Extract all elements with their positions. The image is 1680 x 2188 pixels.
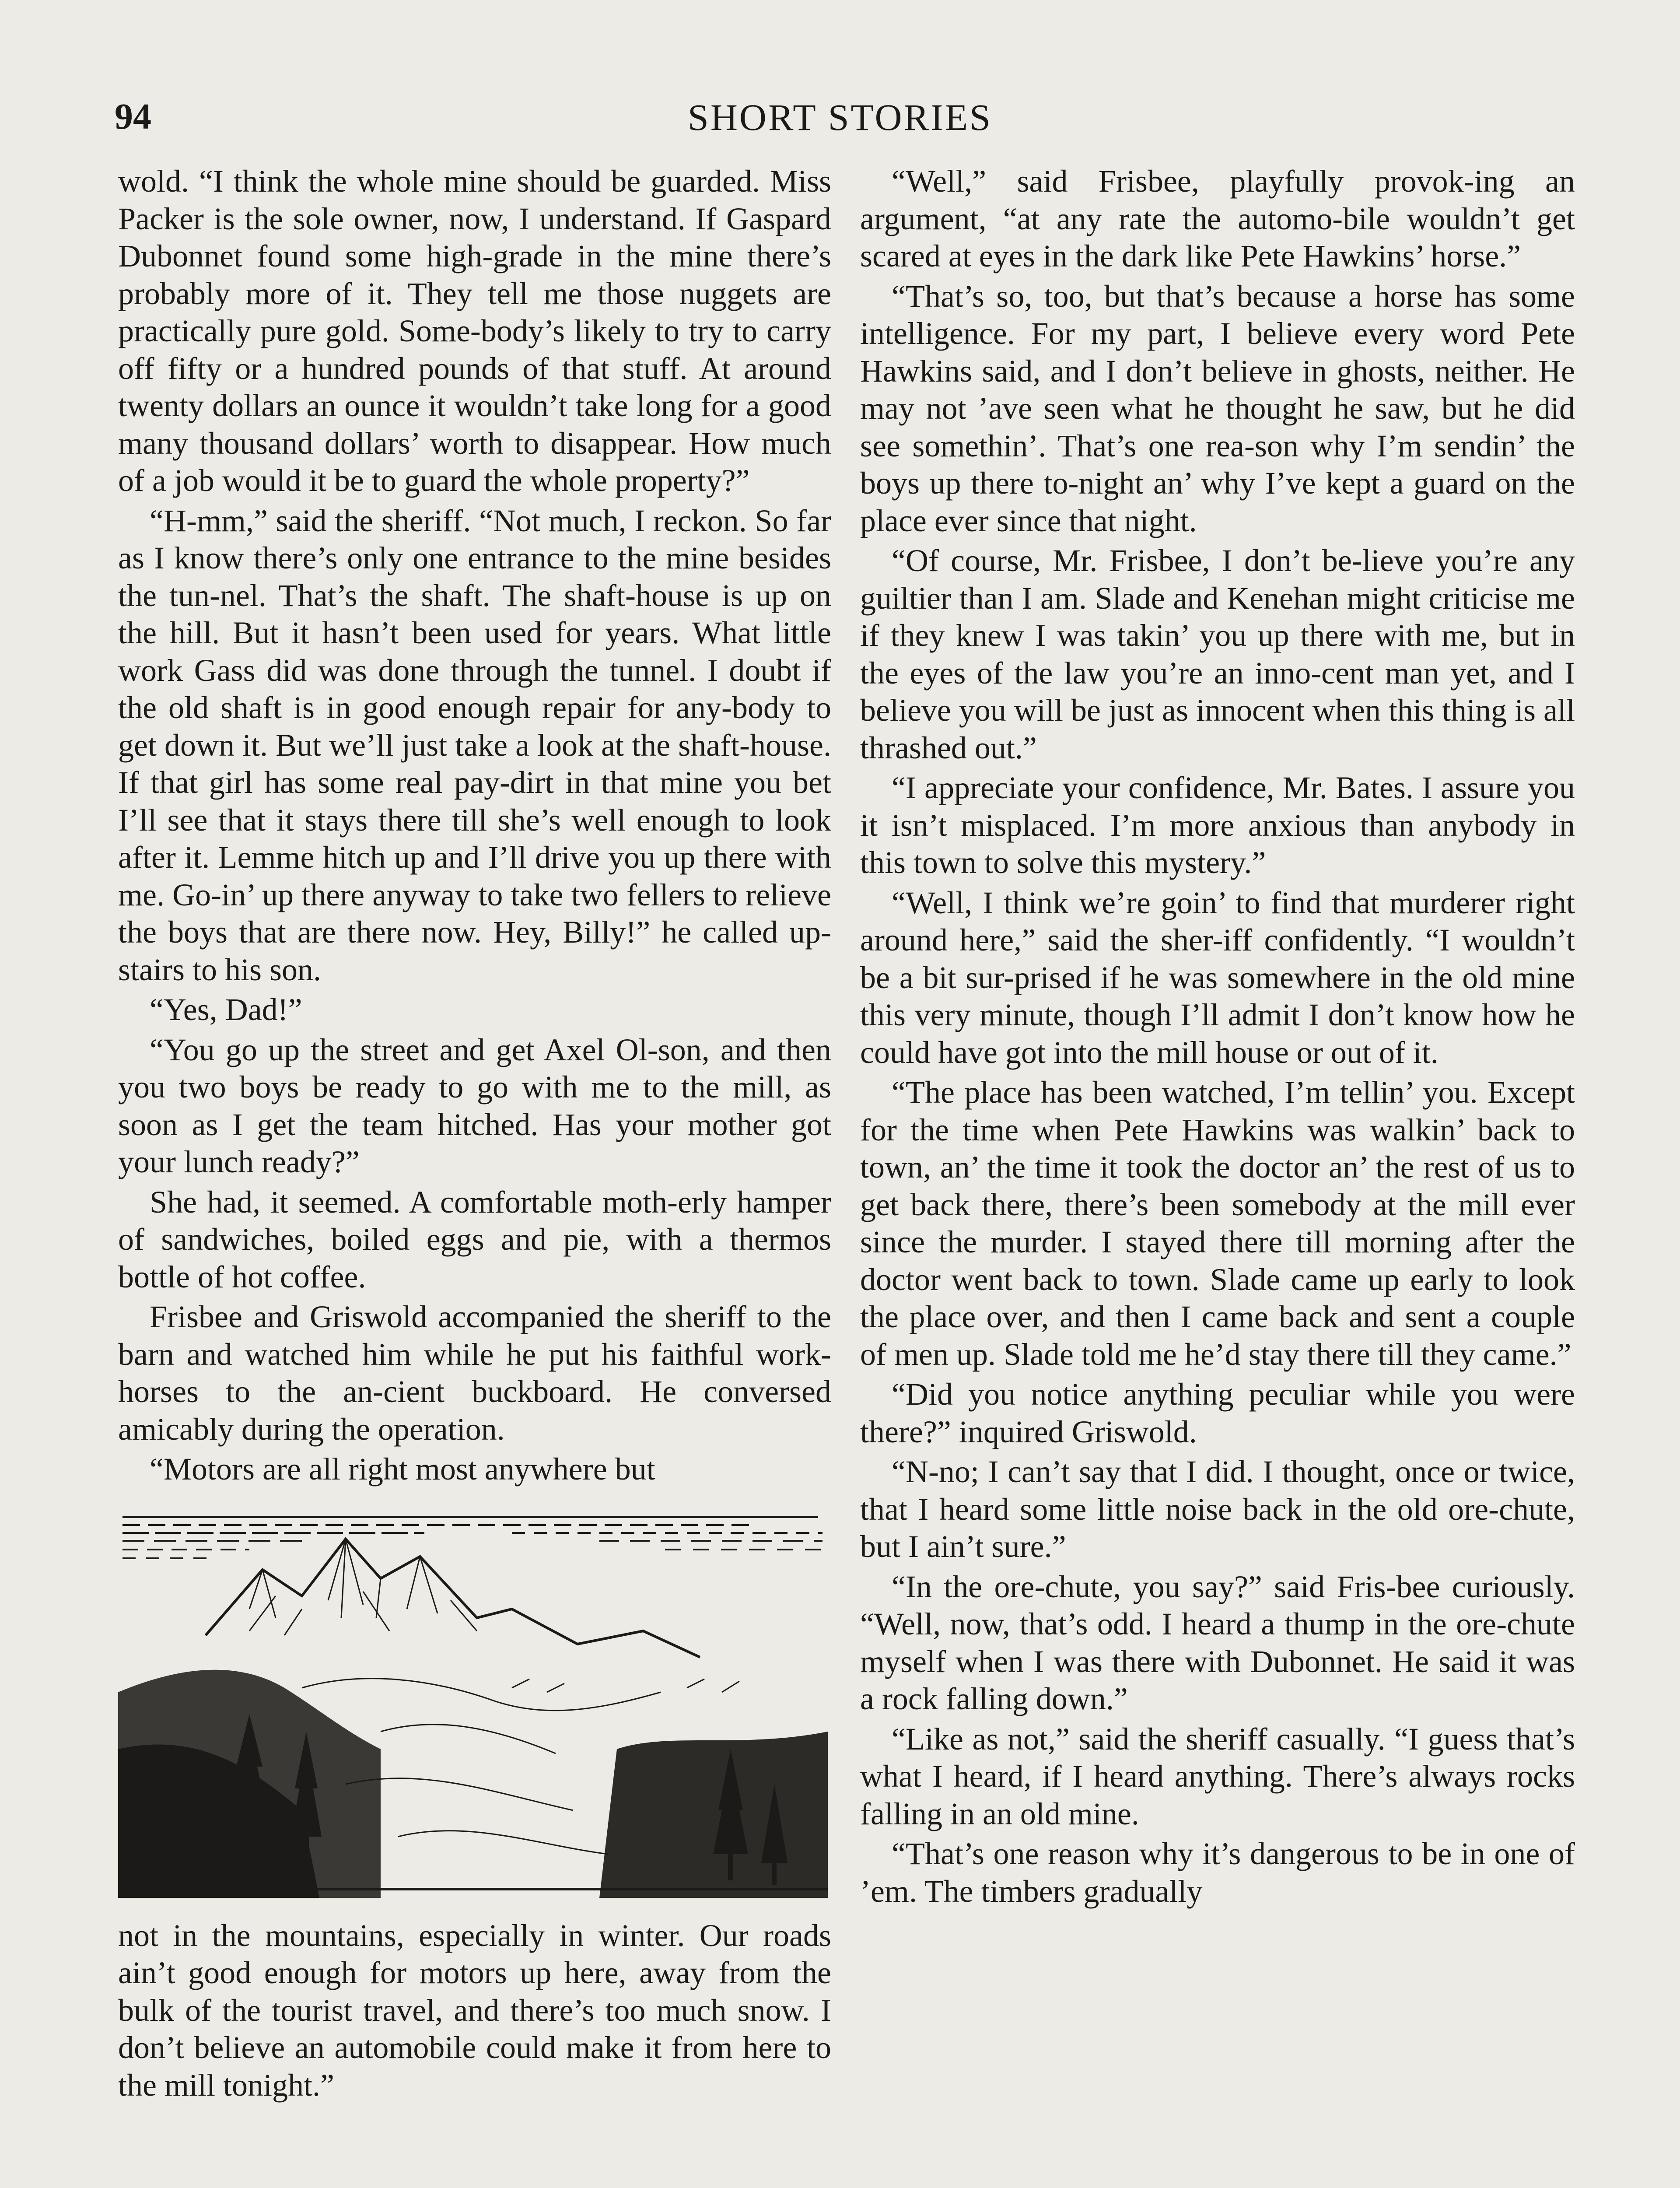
paragraph: “That’s so, too, but that’s because a horse has some intelligence. For my part, I believe every word Pete Hawkins said, and I don’t believe in ghosts, neither. He may not ’ave seen what he thought he saw, but he did see somethin’. That’s one rea-son why I’m sendin’ the boys up there to-night an’ why I’ve kept a guard on the place ever since that night.	[860, 278, 1575, 538]
paragraph: “N-no; I can’t say that I did. I thought, once or twice, that I heard some little noise back in the old ore-chute, but I ain’t sure.”	[860, 1454, 1575, 1564]
mountain-illustration	[118, 1504, 828, 1898]
paragraph: “In the ore-chute, you say?” said Fris-bee curiously. “Well, now, that’s odd. I heard a thump in the ore-chute myself when I was there with Dubonnet. He said it was a rock falling down.”	[860, 1569, 1575, 1716]
paragraph: She had, it seemed. A comfortable moth-erly hamper of sandwiches, boiled eggs and pie, with a thermos bottle of hot coffee.	[118, 1184, 831, 1294]
paragraph: wold. “I think the whole mine should be guarded. Miss Packer is the sole owner, now, I understand. If Gaspard Dubonnet found some high-grade in the mine there’s probably more of it. They tell me those nuggets are practically pure gold. Some-body’s likely to try to carry off fifty or a hundred pounds of that stuff. At around twenty dollars an ounce it wouldn’t take long for a good many thousand dollars’ worth to disappear. How much of a job would it be to guard the whole property?”	[118, 164, 831, 498]
paragraph: “Did you notice anything peculiar while you were there?” inquired Griswold.	[860, 1377, 1575, 1449]
paragraph: “Well,” said Frisbee, playfully provok-ing an argument, “at any rate the automo-bile wouldn’t get scared at eyes in the dark like Pete Hawkins’ horse.”	[860, 164, 1575, 274]
paragraph: “The place has been watched, I’m tellin’ you. Except for the time when Pete Hawkins was walkin’ back to town, an’ the time it took the doctor an’ the rest of us to get back there, there’s been somebody at the mill ever since the murder. I stayed there till morning after the doctor went back to town. Slade came up early to look the place over, and then I came back and sent a couple of men up. Slade told me he’d stay there till they came.”	[860, 1075, 1575, 1372]
page-number: 94	[115, 96, 151, 137]
paragraph: not in the mountains, especially in winter. Our roads ain’t good enough for motors up here, away from the bulk of the tourist travel, and there’s too much snow. I don’t believe an automobile could make it from here to the mill tonight.”	[118, 1918, 831, 2103]
paragraph: “You go up the street and get Axel Ol-son, and then you two boys be ready to go with me to the mill, as soon as I get the team hitched. Has your mother got your lunch ready?”	[118, 1032, 831, 1179]
paragraph: “Of course, Mr. Frisbee, I don’t be-lieve you’re any guiltier than I am. Slade and Kenehan might criticise me if they knew I was takin’ you up there with me, but in the eyes of the law you’re an inno-cent man yet, and I believe you will be just as innocent when this thing is all thrashed out.”	[860, 543, 1575, 765]
right-column	[860, 163, 1575, 1913]
paragraph: Frisbee and Griswold accompanied the sheriff to the barn and watched him while he put his faithful work-horses to the an-cient buckboard. He conversed amicably during the operation.	[118, 1299, 831, 1447]
left-column	[118, 163, 831, 2107]
paragraph: “Like as not,” said the sheriff casually. “I guess that’s what I heard, if I heard anything. There’s always rocks falling in an old mine.	[860, 1721, 1575, 1831]
paragraph: “Well, I think we’re goin’ to find that murderer right around here,” said the sher-iff confidently. “I wouldn’t be a bit sur-prised if he was somewhere in the old mine this very minute, though I’ll admit I don’t know how he could have got into the mill house or out of it.	[860, 885, 1575, 1070]
running-title: SHORT STORIES	[688, 96, 992, 138]
paragraph: “Yes, Dad!”	[150, 992, 302, 1027]
paragraph: “Motors are all right most anywhere but	[150, 1452, 655, 1487]
paragraph: “That’s one reason why it’s dangerous to be in one of ’em. The timbers gradually	[860, 1836, 1575, 1909]
paragraph: “H-mm,” said the sheriff. “Not much, I reckon. So far as I know there’s only one entrance to the mine besides the tun-nel. That’s the shaft. The shaft-house is up on the hill. But it hasn’t been used for years. What little work Gass did was done through the tunnel. I doubt if the old shaft is in good enough repair for any-body to get down it. But we’ll just take a look at the shaft-house. If that girl has some real pay-dirt in that mine you bet I’ll see that it stays there till she’s well enough to look after it. Lemme hitch up and I’ll drive you up there with me. Go-in’ up there anyway to take two fellers to relieve the boys that are there now. Hey, Billy!” he called up-stairs to his son.	[118, 503, 831, 987]
paragraph: “I appreciate your confidence, Mr. Bates. I assure you it isn’t misplaced. I’m more anxious than anybody in this town to solve this mystery.”	[860, 770, 1575, 880]
